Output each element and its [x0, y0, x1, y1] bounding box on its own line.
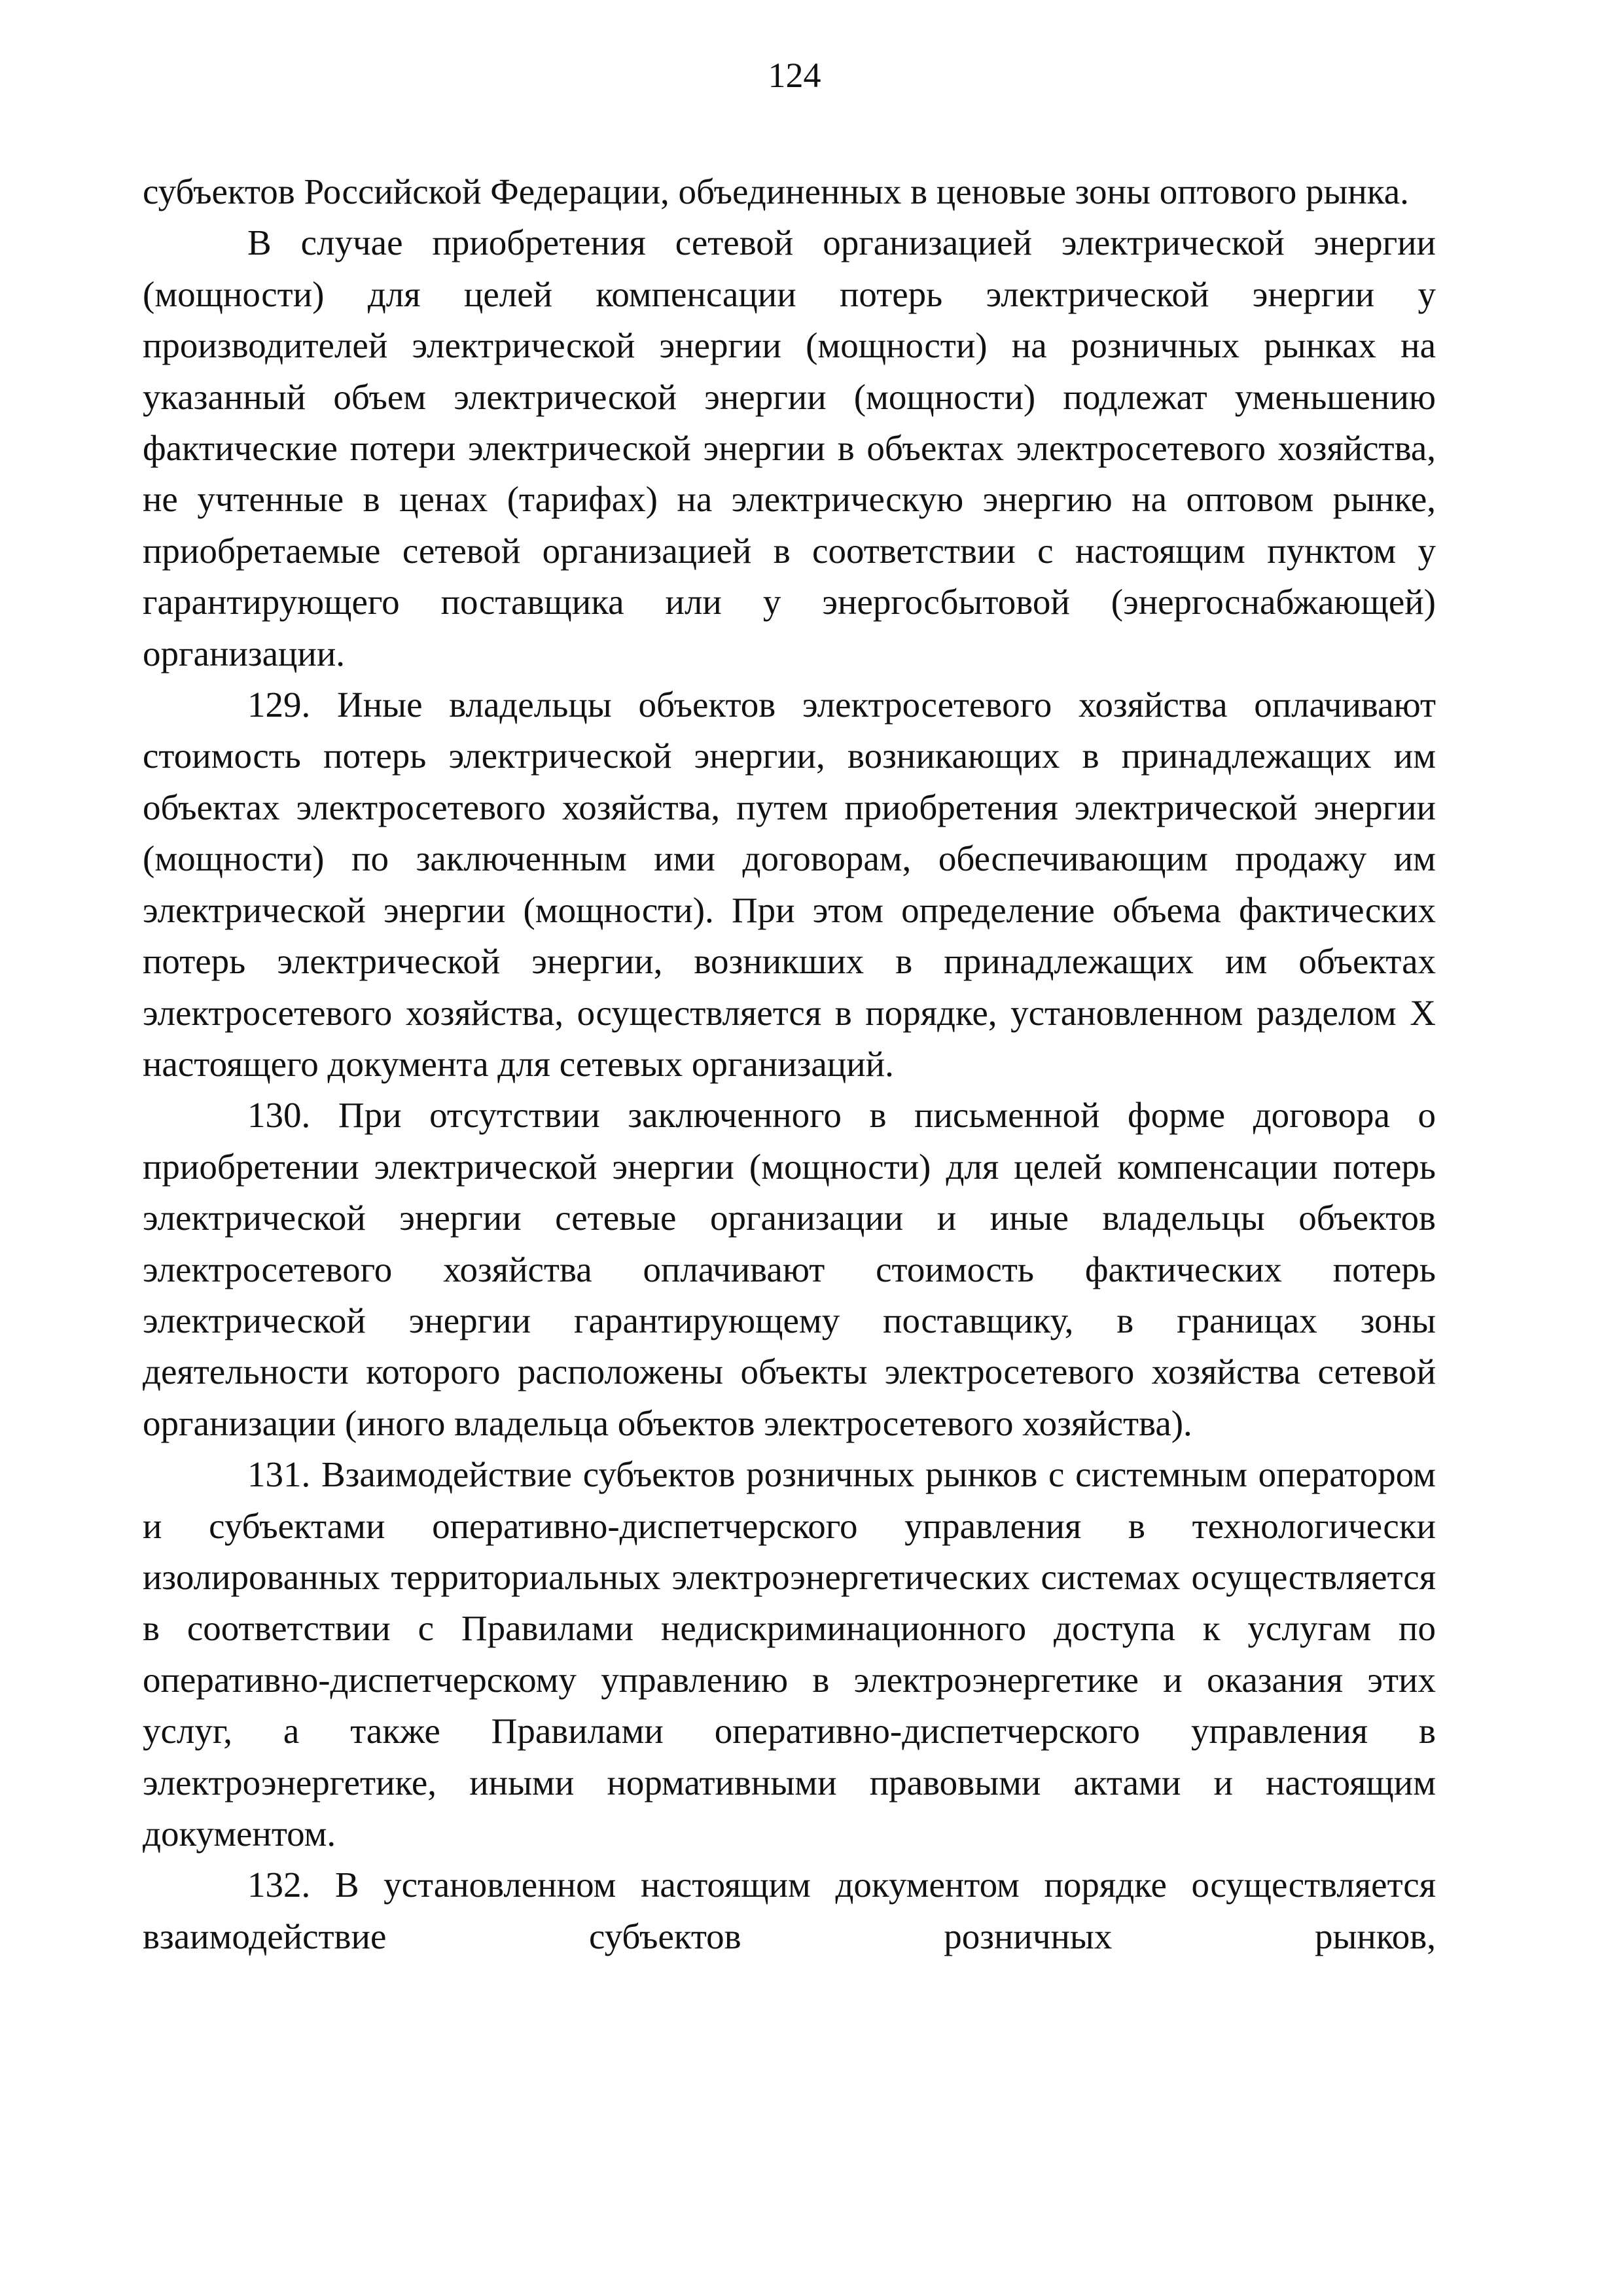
paragraph-text: При отсутствии заключенного в письменной форме договора о приобретении электрической энергии (мощности) для целей компенсации потерь электрической энергии сетевые организации и иные владельцы объектов электросетевого хозяйства оплачивают стоимость фактических потерь электрической энергии гарантирующему поставщику, в границах зоны деятельности которого расположены объекты электросетевого хозяйства сетевой организации (иного владельца объектов электросетевого хозяйства). — [143, 1095, 1436, 1443]
paragraph-text: Иные владельцы объектов электросетевого хозяйства оплачивают стоимость потерь электрической энергии, возникающих в принадлежащих им объектах электросетевого хозяйства, путем приобретения электрической энергии (мощности) по заключенным ими договорам, обеспечивающим продажу им электрической энергии (мощности). При этом определение объема фактических потерь электрической энергии, возникших в принадлежащих им объектах электросетевого хозяйства, осуществляется в порядке, установленном разделом X настоящего документа для сетевых организаций. — [143, 685, 1436, 1084]
paragraph-text: В случае приобретения сетевой организацией электрической энергии (мощности) для целей компенсации потерь электрической энергии у производителей электрической энергии (мощности) на розничных рынках на указанный объем электрической энергии (мощности) подлежат уменьшению фактические потери электрической энергии в объектах электросетевого хозяйства, не учтенные в ценах (тарифах) на электрическую энергию на оптовом рынке, приобретаемые сетевой организацией в соответствии с настоящим пунктом у гарантирующего поставщика или у энергосбытовой (энергоснабжающей) организации. — [143, 223, 1436, 673]
paragraph-text: субъектов Российской Федерации, объединенных в ценовые зоны оптового рынка. — [143, 171, 1409, 211]
paragraph-losses-compensation — [143, 217, 1436, 679]
paragraph-continuation — [143, 166, 1436, 217]
paragraph-number: 129. — [247, 685, 311, 725]
paragraph-number: 132. — [247, 1865, 311, 1905]
paragraph-text: Взаимодействие субъектов розничных рынков с системным оператором и субъектами оперативно-диспетчерского управления в технологически изолированных территориальных электроэнергетических системах осуществляется в соответствии с Правилами недискриминационного доступа к услугам по оперативно-диспетчерскому управлению в электроэнергетике и оказания этих услуг, а также Правилами оперативно-диспетчерского управления в электроэнергетике, иными нормативными правовыми актами и настоящим документом. — [143, 1454, 1436, 1854]
paragraph-130 — [143, 1090, 1436, 1449]
paragraph-131 — [143, 1449, 1436, 1859]
paragraph-text: В установленном настоящим документом порядке осуществляется взаимодействие субъектов розничных рынков, — [143, 1865, 1436, 1956]
paragraph-129 — [143, 679, 1436, 1090]
paragraph-number: 130. — [247, 1095, 311, 1136]
paragraph-number: 131. — [247, 1454, 311, 1495]
paragraph-132 — [143, 1859, 1436, 1962]
document-body — [143, 166, 1436, 1962]
page-number: 124 — [768, 56, 821, 95]
